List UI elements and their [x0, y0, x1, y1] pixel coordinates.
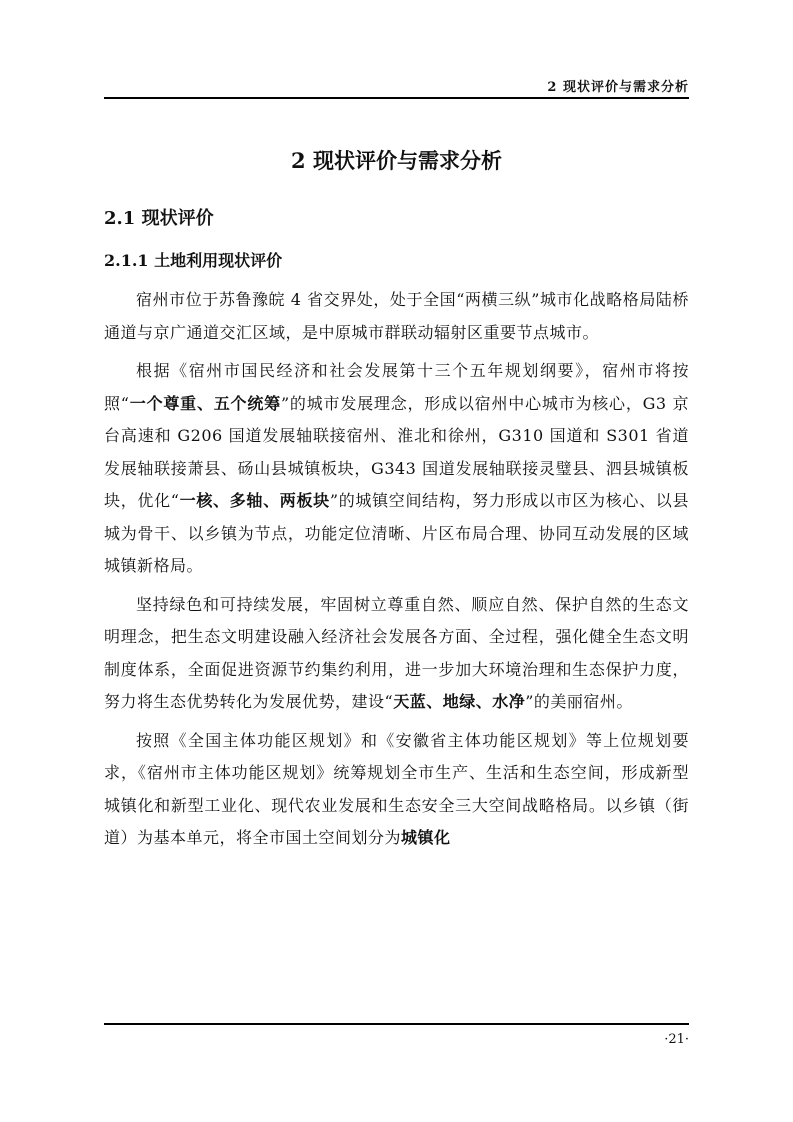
emphasis-text: 城镇化 — [401, 828, 451, 847]
paragraph-text: 坚持绿色和可持续发展，牢固树立尊重自然、顺应自然、保护自然的生态文明理念，把生态文明建设融入经济社会发展各方面、全过程，强化健全生态文明制度体系，全面促进资源节约集约利用，进一步加大环境治理和生态保护力度，努力将生态优势转化为发展优势，建设“ — [104, 594, 689, 711]
paragraph-location: 宿州市位于苏鲁豫皖 4 省交界处，处于全国“两横三纵”城市化战略格局陆桥通道与京广通道交汇区域，是中原城市群联动辐射区重要节点城市。 — [104, 290, 689, 342]
paragraph-green-development — [104, 589, 689, 719]
emphasis-text: 天蓝、地绿、水净 — [393, 692, 526, 711]
section-title: 2.1 现状评价 — [104, 208, 214, 229]
paragraph-text: 根据《宿州市国民经济和社会发展第十三个五年规划纲要》，宿州市将按照“ — [104, 361, 689, 413]
subsection-title: 2.1.1 土地利用现状评价 — [104, 251, 283, 270]
paragraph-text: 按照《全国主体功能区规划》和《安徽省主体功能区规划》等上位规划要求，《宿州市主体功能区规划》统筹规划全市生产、生活和生态空间，形成新型城镇化和新型工业化、现代农业发展和生态安全三大空间战略格局。以乡镇（街道）为基本单元，将全市国土空间划分为 — [104, 730, 689, 847]
paragraph-text: ”的美丽宿州。 — [525, 692, 633, 711]
paragraph-development-plan — [104, 355, 689, 583]
emphasis-text: 一个尊重、五个统筹 — [129, 393, 281, 413]
page-body — [104, 140, 689, 855]
footer-rule — [104, 1023, 689, 1025]
page-number: ·21· — [664, 1032, 689, 1047]
paragraph-functional-zones — [104, 725, 689, 855]
header-rule — [104, 97, 689, 99]
chapter-title: 2 现状评价与需求分析 — [291, 148, 502, 173]
emphasis-text: 一核、多轴、两板块 — [179, 491, 330, 510]
paragraph-text: ”的城市发展理念，形成以宿州中心城市为核心，G3 京台高速和 G206 国道发展轴联接宿州、淮北和徐州，G310 国道和 S301 省道发展轴联接萧县、砀山县城镇板块，G343 国道发展轴联接灵璧县、泗县城镇板块，优化“ — [104, 393, 689, 510]
paragraph-text: ”的城镇空间结构，努力形成以市区为核心、以县城为骨干、以乡镇为节点，功能定位清晰、片区布局合理、协同互动发展的区域城镇新格局。 — [104, 491, 689, 575]
running-header: 2 现状评价与需求分析 — [547, 80, 689, 95]
